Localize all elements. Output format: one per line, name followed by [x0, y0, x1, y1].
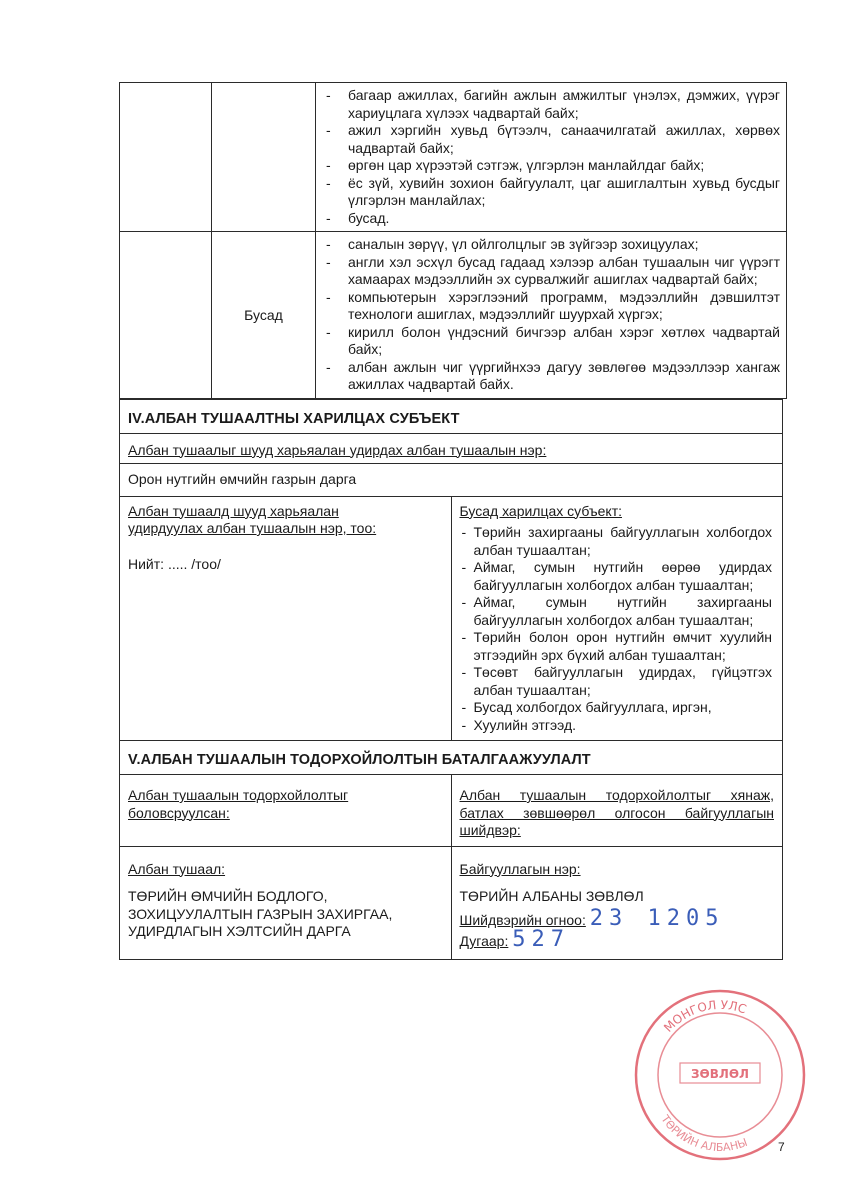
list-item: - ёс зүй, хувийн зохион байгуулалт, цаг ашиглалтын хувьд бусдыг үлгэрлэн манлайлах;	[326, 175, 780, 210]
skills-cell	[316, 83, 787, 232]
supervisor-value: Орон нутгийн өмчийн газрын дарга	[120, 464, 783, 497]
list-item: - Төсөвт байгууллагын удирдах, гүйцэтгэх албан тушаалтан;	[460, 664, 773, 699]
subordinates-label: Албан тушаалд шууд харьяалан удирдуулах албан тушаалын нэр, тоо:	[128, 502, 377, 536]
section-4-title: IV.АЛБАН ТУШААЛТНЫ ХАРИЛЦАХ СУБЪЕКТ	[120, 399, 783, 433]
list-item: - өргөн цар хүрээтэй сэтгэж, үлгэрлэн манлайлдаг байх;	[326, 157, 780, 175]
list-item: - Хуулийн этгээд.	[460, 717, 773, 735]
section-5-title: V.АЛБАН ТУШААЛЫН ТОДОРХОЙЛОЛТЫН БАТАЛГААЖУУЛАЛТ	[120, 741, 783, 775]
position-value: ТӨРИЙН ӨМЧИЙН БОДЛОГО, ЗОХИЦУУЛАЛТЫН ГАЗРЫН ЗАХИРГАА, УДИРДЛАГЫН ХЭЛТСИЙН ДАРГА	[128, 888, 393, 939]
date-value: 23 1205	[589, 905, 725, 931]
other-skills-list	[316, 232, 786, 398]
document-page	[119, 82, 783, 960]
list-item: - албан ажлын чиг үүргийнхээ дагуу зөвлөгөө мэдээллээр хангаж ажиллах чадвартай байх.	[326, 359, 780, 394]
org-value: ТӨРИЙН АЛБАНЫ ЗӨВЛӨЛ	[459, 888, 644, 904]
page-number: 7	[778, 1140, 785, 1154]
table-row	[120, 83, 787, 232]
date-label: Шийдвэрийн огноо:	[459, 911, 586, 928]
position-label: Албан тушаал:	[128, 860, 226, 877]
empty-cell	[212, 83, 316, 232]
others-label: Бусад харилцах субъект:	[459, 502, 622, 519]
number-label: Дугаар:	[459, 933, 509, 949]
svg-text:ТӨРИЙН АЛБАНЫ	[658, 1112, 749, 1154]
others-cell	[451, 496, 783, 741]
others-list	[460, 524, 773, 734]
seal-stamp-icon	[630, 985, 810, 1165]
prepared-label: Албан тушаалын тодорхойлолтыг боловсруулсан:	[128, 787, 349, 821]
list-item: - ажил хэргийн хувьд бүтээлч, санаачилгатай ажиллах, хөрвөх чадвартай байх;	[326, 122, 780, 157]
approved-cell	[451, 775, 783, 847]
org-label: Байгууллагын нэр:	[459, 860, 581, 877]
list-item: - багаар ажиллах, багийн ажлын амжилтыг үнэлэх, дэмжих, үүрэг хариуцлага хүлээх чадвартай байх;	[326, 87, 780, 122]
stamp-middle-text: ЗӨВЛӨЛ	[690, 1067, 750, 1081]
table-row	[120, 232, 787, 399]
list-item: - Аймаг, сумын нутгийн захиргааны байгууллагын холбогдох албан тушаалтан;	[460, 594, 773, 629]
skills-list	[316, 83, 786, 231]
list-item: - Төрийн болон орон нутгийн өмчит хуулийн этгээдийн эрх бүхий албан тушаалтан;	[460, 629, 773, 664]
list-item: - Төрийн захиргааны байгууллагын холбогдох албан тушаалтан;	[460, 524, 773, 559]
org-cell	[451, 846, 783, 959]
list-item: - кирилл болон үндэсний бичгээр албан хэрэг хөтлөх чадвартай байх;	[326, 324, 780, 359]
list-item: - компьютерын хэрэглээний программ, мэдээллийн дэвшилтэт технологи ашиглах, мэдээллийг шуурхай хүргэх;	[326, 289, 780, 324]
subordinates-cell	[120, 496, 452, 741]
list-item: - Аймаг, сумын нутгийн өөрөө удирдах байгууллагын холбогдох албан тушаалтан;	[460, 559, 773, 594]
list-item: - Бусад холбогдох байгууллага, иргэн,	[460, 699, 773, 717]
number-value: 527	[512, 927, 570, 952]
list-item: - саналын зөрүү, үл ойлголцлыг эв зүйгээр зохицуулах;	[326, 236, 780, 254]
list-item: - англи хэл эсхүл бусад гадаад хэлээр албан тушаалын чиг үүрэгт хамаарах мэдээллийн эх сурвалжийг ашиглах чадвартай байх;	[326, 254, 780, 289]
other-skills-cell	[316, 232, 787, 399]
empty-cell	[120, 232, 212, 399]
section-4-table	[119, 399, 783, 960]
approved-label: Албан тушаалын тодорхойлолтыг хянаж, батлах зөвшөөрөл олгосон байгууллагын шийдвэр:	[459, 787, 774, 838]
supervisor-label-cell	[120, 433, 783, 464]
supervisor-label: Албан тушаалыг шууд харьяалан удирдах албан тушаалын нэр:	[128, 441, 547, 458]
empty-cell	[120, 83, 212, 232]
stamp-bottom-text: ТӨРИЙН АЛБАНЫ	[658, 1112, 750, 1155]
category-label: Бусад	[212, 232, 316, 399]
subordinates-value: Нийт: ..... /тоо/	[128, 555, 221, 572]
position-cell	[120, 846, 452, 959]
competency-table	[119, 82, 787, 399]
prepared-cell	[120, 775, 452, 847]
list-item: - бусад.	[326, 210, 780, 228]
stamp-top-text: МОНГОЛ УЛС	[661, 997, 749, 1035]
